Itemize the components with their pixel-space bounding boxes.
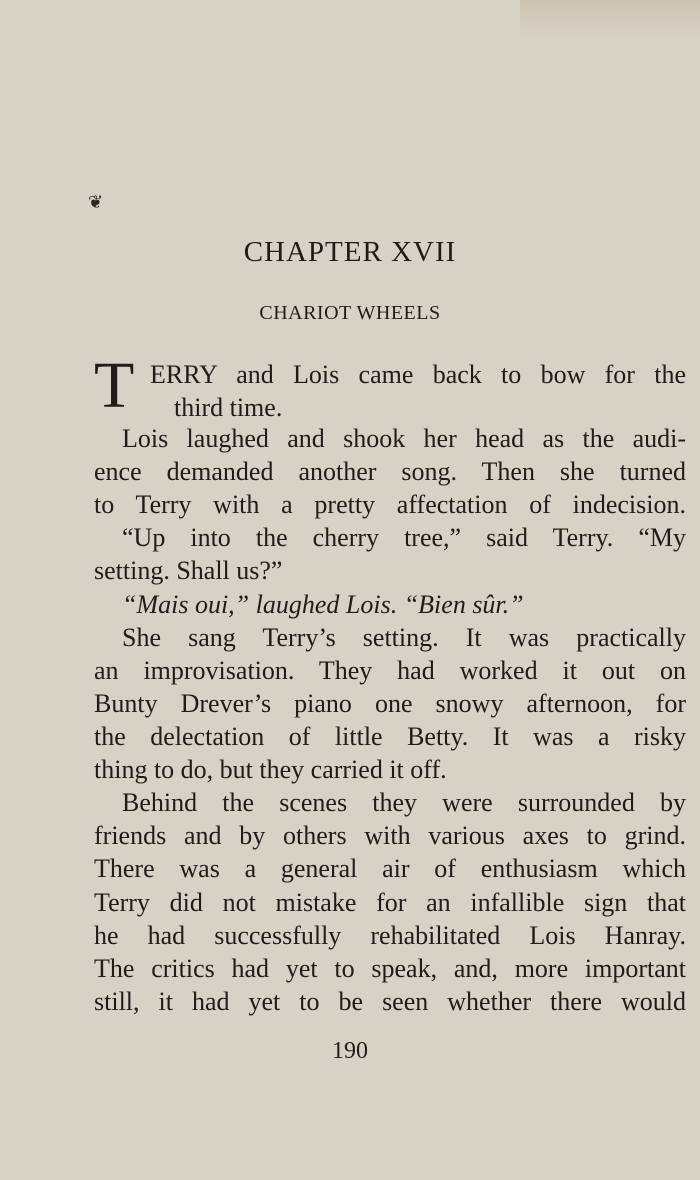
text-line: There was a general air of enthusiasm which: [94, 854, 686, 883]
printer-ornament-icon: ❦: [88, 192, 104, 212]
text-line: third time.: [174, 393, 283, 422]
text-line: She sang Terry’s setting. It was practically: [122, 623, 686, 652]
chapter-subtitle: CHARIOT WHEELS: [259, 302, 441, 324]
text-line: thing to do, but they carried it off.: [94, 755, 447, 784]
text-line: “Up into the cherry tree,” said Terry. “My: [122, 523, 686, 552]
text-line: an improvisation. They had worked it out on: [94, 656, 686, 685]
drop-cap: T: [94, 349, 135, 422]
text-line: Lois laughed and shook her head as the audi-: [122, 424, 686, 453]
text-line: “Mais oui,” laughed Lois. “Bien sûr.”: [122, 590, 524, 619]
page-stain: [520, 0, 700, 40]
text-line: the delectation of little Betty. It was a risky: [94, 722, 686, 751]
text-line: still, it had yet to be seen whether there would: [94, 987, 686, 1016]
text-line: he had successfully rehabilitated Lois Hanray.: [94, 921, 686, 950]
text-line: Terry did not mistake for an infallible sign that: [94, 888, 686, 917]
text-line: to Terry with a pretty affectation of indecision.: [94, 490, 686, 519]
text-line: Bunty Drever’s piano one snowy afternoon, for: [94, 689, 686, 718]
chapter-title: CHAPTER XVII: [243, 236, 457, 268]
page-number: 190: [332, 1038, 368, 1064]
text-line: Behind the scenes they were surrounded by: [122, 788, 686, 817]
text-line: The critics had yet to speak, and, more important: [94, 954, 686, 983]
text-line: ence demanded another song. Then she turned: [94, 457, 686, 486]
text-line: setting. Shall us?”: [94, 556, 283, 585]
text-line: ERRY and Lois came back to bow for the: [150, 360, 686, 389]
text-line: friends and by others with various axes to grind.: [94, 821, 686, 850]
